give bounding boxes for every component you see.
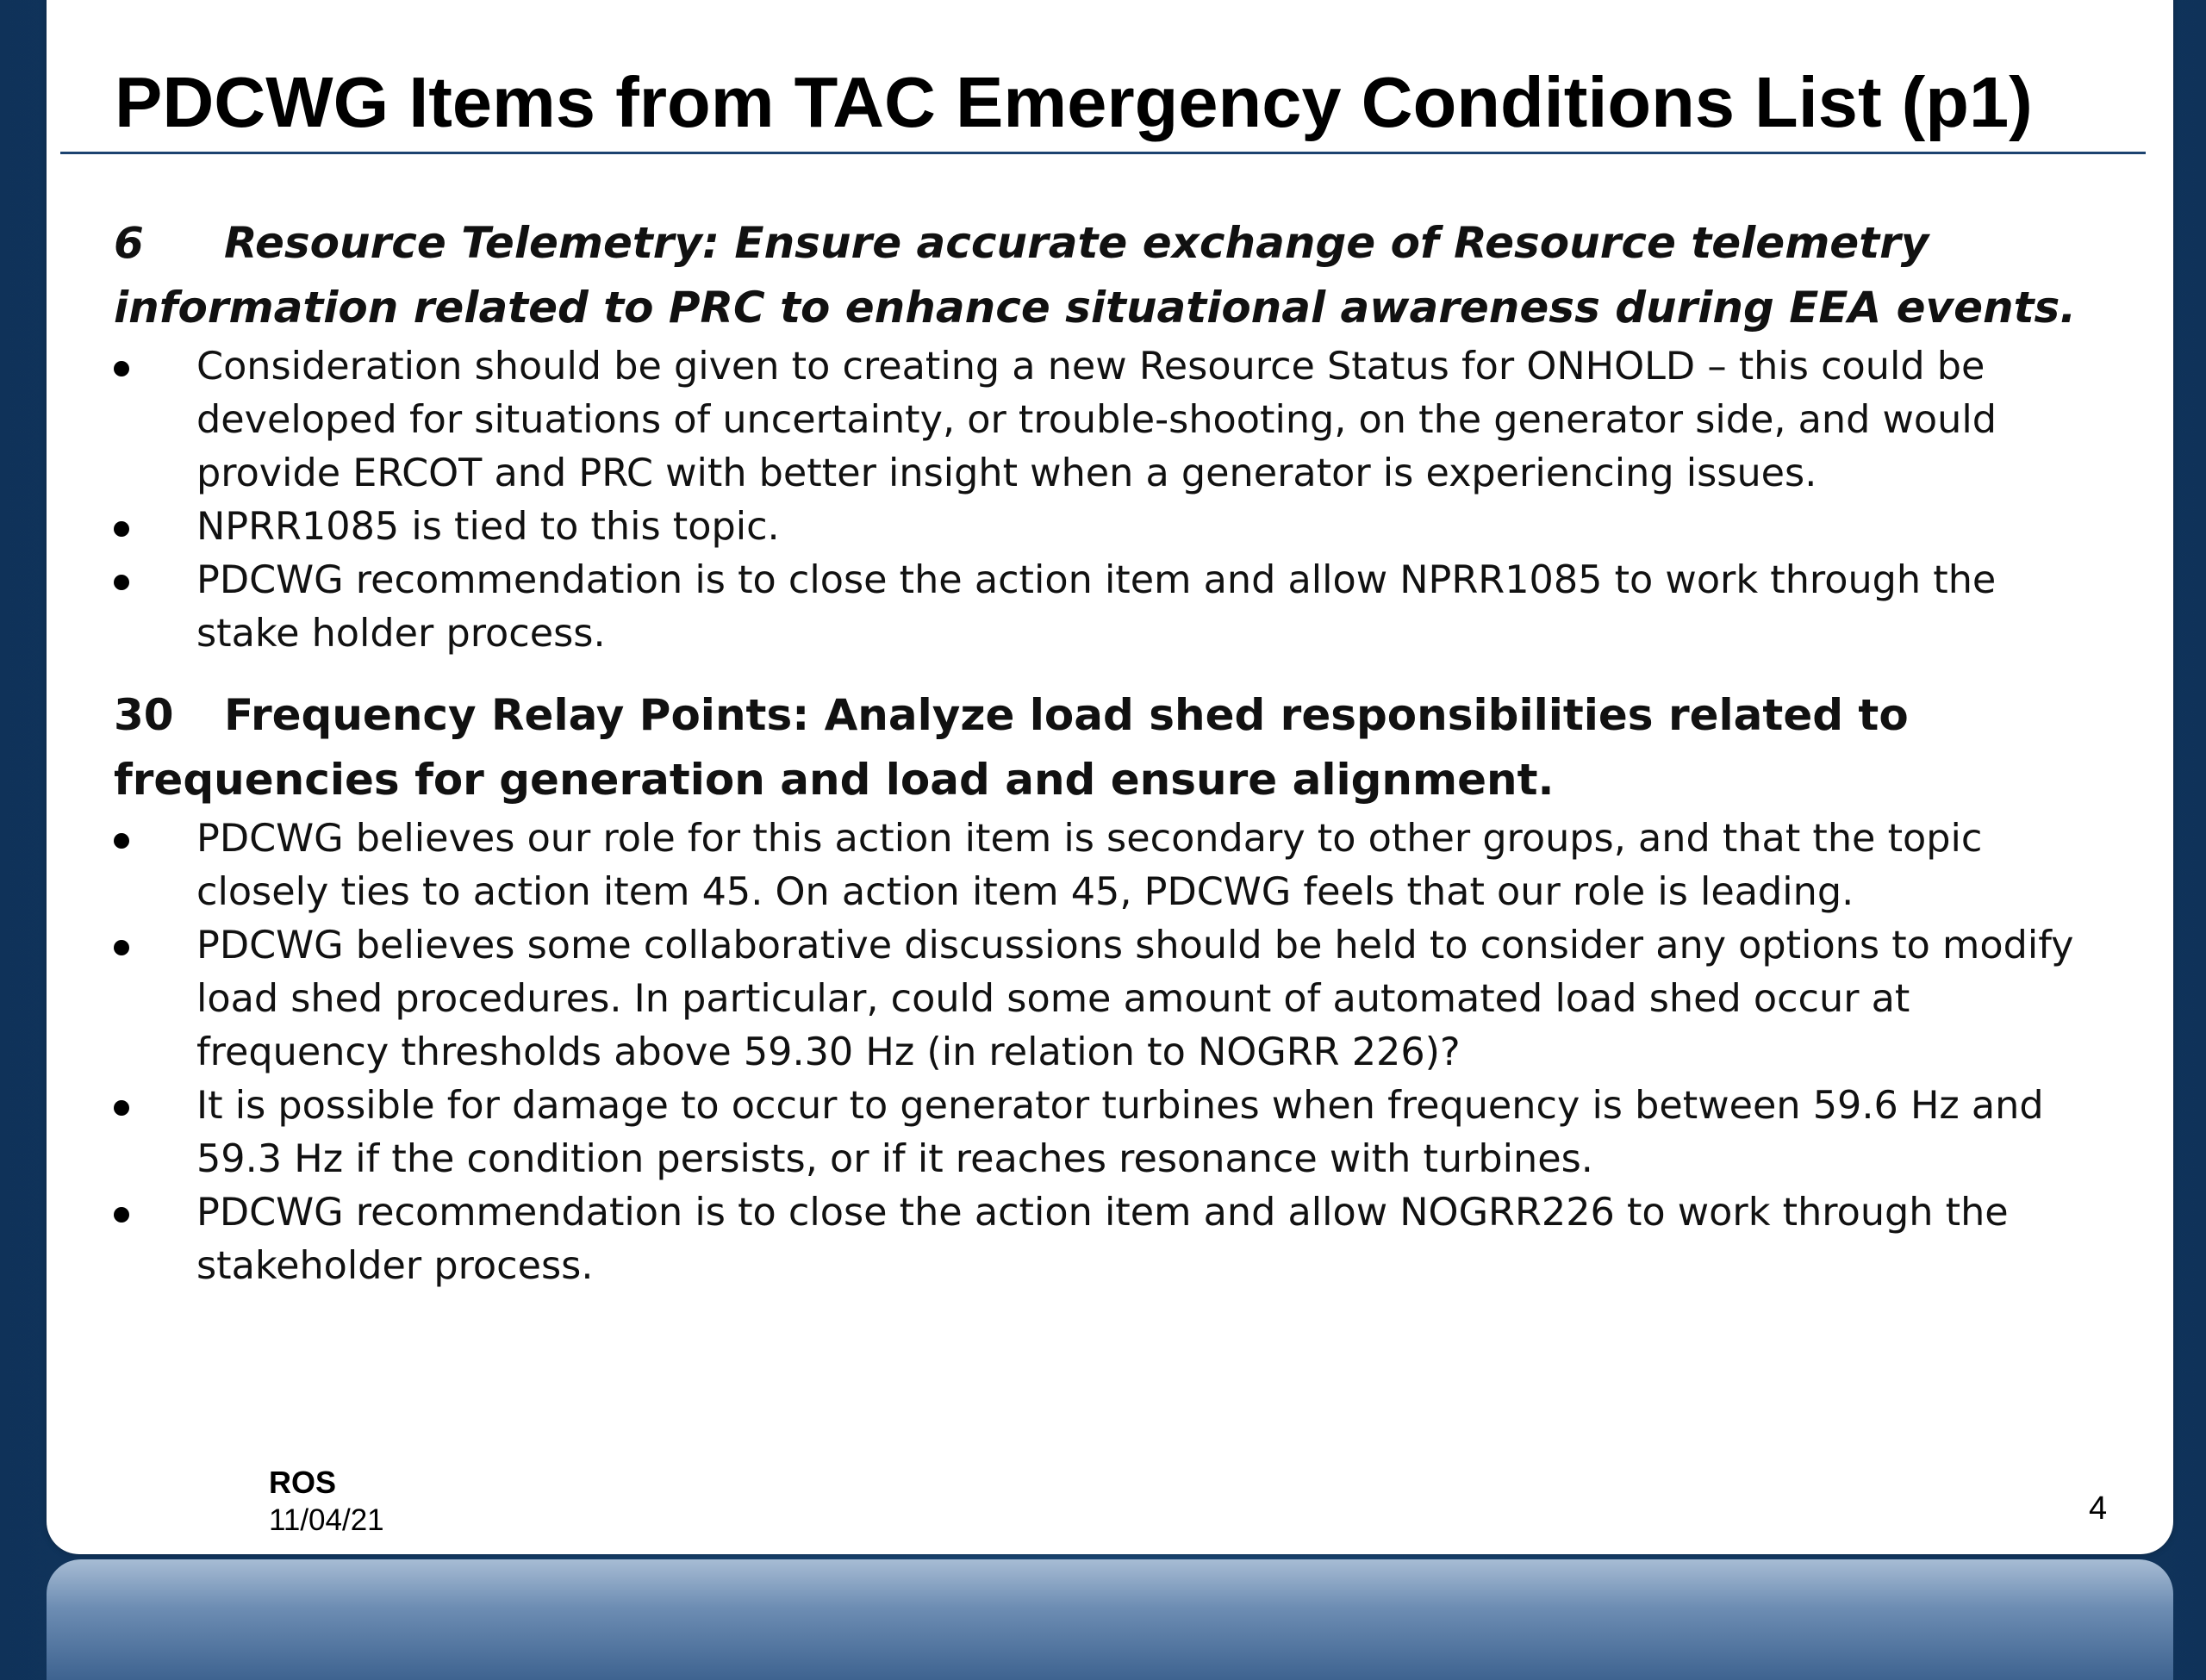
title-divider <box>60 152 2146 154</box>
bullet-item <box>114 554 2096 661</box>
bullet-icon <box>114 833 129 849</box>
bullet-icon <box>114 361 129 376</box>
bullet-icon <box>114 1100 129 1116</box>
bullet-text: NPRR1085 is tied to this topic. <box>196 505 780 549</box>
bullet-item <box>114 501 2096 554</box>
bullet-text: PDCWG believes some collaborative discussions should be held to consider any options to modify load shed procedures. In particular, could some amount of automated load shed occur at frequency thresholds above 59.30 Hz (in relation to NOGRR 226)? <box>196 924 2074 1074</box>
bullet-list <box>114 812 2096 1293</box>
section-heading <box>114 683 2096 812</box>
section-number: 6 <box>114 218 144 268</box>
footer-org: ROS <box>269 1465 337 1500</box>
bullet-text: Consideration should be given to creating a new Resource Status for ONHOLD – this could be developed for situations of uncertainty, or trouble-shooting, on the generator side, and would provide ERCOT and PRC with better insight when a generator is experiencing issues. <box>196 345 1997 495</box>
section-number: 30 <box>114 690 174 740</box>
footer-date: 11/04/21 <box>269 1503 384 1537</box>
bullet-text: It is possible for damage to occur to generator turbines when frequency is between 59.6 Hz and 59.3 Hz if the condition persists, or if it reaches resonance with turbines. <box>196 1084 2044 1181</box>
bullet-text: PDCWG believes our role for this action item is secondary to other groups, and that the topic closely ties to action item 45. On action item 45, PDCWG feels that our role is leading. <box>196 817 1983 914</box>
bullet-item <box>114 1186 2096 1293</box>
bullet-list <box>114 340 2096 661</box>
slide-title: PDCWG Items from TAC Emergency Conditions List (p1) <box>115 62 2033 142</box>
section-heading-line2: frequencies for generation and load and ensure alignment. <box>114 755 1555 805</box>
section-item-30 <box>114 683 2096 1293</box>
section-heading-line1: Resource Telemetry: Ensure accurate exchange of Resource telemetry <box>224 218 1929 268</box>
bullet-icon <box>114 575 129 590</box>
bullet-item <box>114 812 2096 919</box>
slide-bottom-bar <box>47 1559 2173 1680</box>
page-number: 4 <box>2089 1490 2108 1527</box>
bullet-item <box>114 1080 2096 1186</box>
bullet-item <box>114 919 2096 1080</box>
bullet-icon <box>114 521 129 537</box>
section-heading <box>114 211 2096 340</box>
section-heading-line1: Frequency Relay Points: Analyze load shed responsibilities related to <box>224 690 1909 740</box>
bullet-icon <box>114 1207 129 1223</box>
section-item-6 <box>114 211 2096 661</box>
bullet-icon <box>114 940 129 955</box>
bullet-text: PDCWG recommendation is to close the action item and allow NOGRR226 to work through the stakeholder process. <box>196 1191 2009 1288</box>
bullet-item <box>114 340 2096 501</box>
section-heading-line2: information related to PRC to enhance situational awareness during EEA events. <box>114 283 2077 333</box>
bullet-text: PDCWG recommendation is to close the action item and allow NPRR1085 to work through the stake holder process. <box>196 558 1997 656</box>
slide-content <box>114 211 2096 1293</box>
